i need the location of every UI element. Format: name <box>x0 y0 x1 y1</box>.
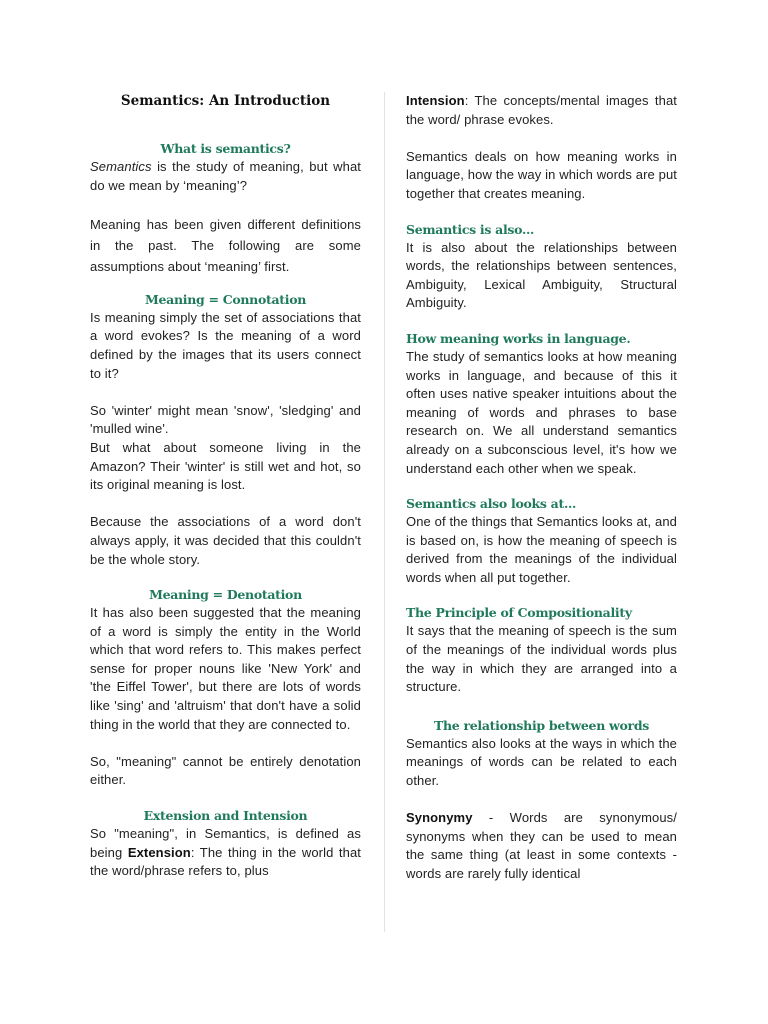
document-title: Semantics: An Introduction <box>120 93 331 109</box>
heading-semantics-also-looks: Semantics also looks at... <box>406 496 577 512</box>
paragraph-intension <box>406 92 677 129</box>
heading-how-meaning-works: How meaning works in language. <box>406 330 631 346</box>
heading-what-is-semantics: What is semantics? <box>160 141 291 156</box>
column-divider <box>384 92 385 932</box>
heading-relationship-between-words: The relationship between words <box>433 717 650 733</box>
bold-synonymy: Synonymy <box>406 810 473 826</box>
heading-extension-intension: Extension and Intension <box>143 808 308 824</box>
paragraph-principle: It says that the meaning of speech is the sum of the meanings of the individual words plus the way in which they are arranged into a structure. <box>406 623 677 695</box>
text-span: : The thing in the world that the word/phrase refers to, plus <box>90 844 361 879</box>
paragraph-what-1 <box>90 158 361 195</box>
paragraph-denotation-1: It has also been suggested that the meaning of a word is simply the entity in the World which that word refers to. This makes perfect sense for proper nouns like 'New York' and 'the Eiffel Tower', but there are lots of words like 'sing' and 'altruism' that don't have a solid thing in the world that they are connected to. <box>90 605 361 732</box>
right-column <box>406 90 677 884</box>
heading-denotation: Meaning = Denotation <box>149 587 302 603</box>
paragraph-semantics-also-looks: One of the things that Semantics looks at, and is based on, is how the meaning of speech is derived from the meanings of the individual words when all put together. <box>406 514 677 585</box>
paragraph-how-meaning-works: The study of semantics looks at how meaning works in language, and because of this it often uses native speaker intuitions about the meaning of words and phrases to base research on. We all understand semantics already on a subconscious level, it's how we understand each other when we speak. <box>406 348 677 476</box>
paragraph-connotation-4: Because the associations of a word don't always apply, it was decided that this couldn't be the whole story. <box>90 514 361 567</box>
bold-intension: Intension <box>406 93 465 108</box>
text-span: is the study of meaning, but what do we mean by ‘meaning’? <box>90 159 361 193</box>
paragraph-semantics-deals: Semantics deals on how meaning works in language, how the way in which words are put together that creates meaning. <box>406 148 677 201</box>
paragraph-extension <box>90 825 361 881</box>
text-span: - Words are synonymous/ synonyms when they can be used to mean the same thing (at least in some contexts - words are rarely fully identical <box>406 810 677 881</box>
paragraph-semantics-is-also: It is also about the relationships between words, the relationships between sentences, Ambiguity, Lexical Ambiguity, Structural Ambiguity. <box>406 239 677 311</box>
left-column <box>90 90 361 881</box>
text-span: : The concepts/mental images that the word/ phrase evokes. <box>406 93 677 127</box>
paragraph-synonymy <box>406 809 677 883</box>
heading-connotation: Meaning = Connotation <box>144 291 307 307</box>
paragraph-denotation-2: So, "meaning" cannot be entirely denotation either. <box>90 753 361 788</box>
heading-semantics-is-also: Semantics is also... <box>406 221 535 237</box>
text-span: So "meaning", in Semantics, is defined as being <box>90 826 361 860</box>
paragraph-relationship: Semantics also looks at the ways in which the meanings of words can be related to each other. <box>406 735 677 789</box>
paragraph-connotation-3: But what about someone living in the Amazon? Their 'winter' is still wet and hot, so its original meaning is lost. <box>90 439 361 493</box>
heading-principle-compositionality: The Principle of Compositionality <box>406 605 632 621</box>
bold-extension: Extension <box>127 844 191 860</box>
paragraph-connotation-1: Is meaning simply the set of associations that a word evokes? Is the meaning of a word defined by the images that its users connect to it? <box>90 309 361 381</box>
paragraph-connotation-2: So 'winter' might mean 'snow', 'sledging' and 'mulled wine'. <box>90 402 361 437</box>
paragraph-what-2: Meaning has been given different definitions in the past. The following are some assumptions about ‘meaning’ first. <box>90 216 361 274</box>
emphasis-semantics: Semantics <box>90 159 152 174</box>
